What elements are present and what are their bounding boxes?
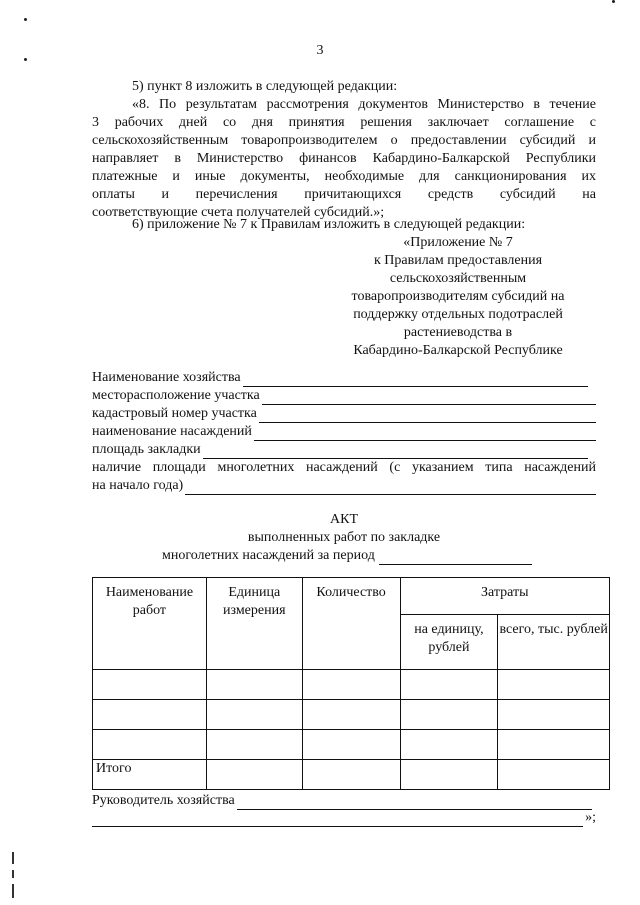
table-cell[interactable] bbox=[93, 730, 207, 760]
perennial-area-blank[interactable] bbox=[185, 481, 596, 495]
farm-name-blank[interactable] bbox=[243, 373, 588, 387]
table-row bbox=[93, 670, 610, 700]
cadastral-number-blank[interactable] bbox=[259, 409, 596, 423]
clause-5-line-5: платежные и иные документы, необходимые для санкционирования их bbox=[92, 169, 596, 184]
clause-5-line-4: направляет в Министерство финансов Кабардино-Балкарской Республики bbox=[92, 151, 596, 166]
appendix-line: сельскохозяйственным bbox=[389, 271, 527, 286]
appendix-line: поддержку отдельных подотраслей bbox=[353, 307, 563, 322]
manager-signature-label: Руководитель хозяйства bbox=[92, 793, 235, 808]
table-cell[interactable] bbox=[302, 700, 400, 730]
table-cell[interactable] bbox=[498, 670, 610, 700]
col-header-unit: Единица измерения bbox=[206, 578, 302, 670]
manager-signature-field bbox=[92, 792, 592, 810]
clause-6-heading: 6) приложение № 7 к Правилам изложить в следующей редакции: bbox=[132, 217, 526, 232]
act-title: АКТ bbox=[330, 512, 358, 527]
act-subtitle-2: многолетних насаждений за период bbox=[162, 548, 375, 563]
table-cell[interactable] bbox=[206, 700, 302, 730]
cadastral-number-label: кадастровый номер участка bbox=[92, 406, 257, 421]
scan-mark bbox=[12, 870, 14, 878]
plot-location-field bbox=[92, 387, 596, 405]
table-cell[interactable] bbox=[400, 700, 498, 730]
clause-5-line-3: сельскохозяйственным товаропроизводителем о предоставлении субсидий и bbox=[92, 133, 596, 148]
appendix-line: к Правилам предоставления bbox=[373, 253, 543, 268]
table-row bbox=[93, 730, 610, 760]
plot-location-blank[interactable] bbox=[262, 391, 596, 405]
clause-5-line-6: оплаты и перечисления причитающихся средств субсидий на bbox=[92, 187, 596, 202]
table-cell[interactable] bbox=[302, 760, 400, 790]
scan-mark bbox=[12, 884, 14, 898]
col-header-work-name: Наименование работ bbox=[93, 578, 207, 670]
cadastral-number-field bbox=[92, 405, 596, 423]
appendix-header bbox=[330, 234, 586, 360]
page-number: 3 bbox=[316, 43, 324, 58]
table-row bbox=[93, 700, 610, 730]
table-cell[interactable] bbox=[302, 670, 400, 700]
scan-mark bbox=[12, 852, 14, 864]
table-cell[interactable] bbox=[400, 760, 498, 790]
table-cell[interactable] bbox=[93, 670, 207, 700]
farm-name-field bbox=[92, 369, 588, 387]
perennial-area-label-line1: наличие площади многолетних насаждений (с указанием типа насаждений bbox=[92, 460, 596, 475]
planting-area-label: площадь закладки bbox=[92, 442, 201, 457]
clause-5-heading: 5) пункт 8 изложить в следующей редакции: bbox=[132, 79, 398, 94]
appendix-line: товаропроизводителям субсидий на bbox=[351, 289, 565, 304]
table-cell[interactable] bbox=[206, 730, 302, 760]
act-period-field bbox=[162, 547, 532, 565]
perennial-area-label-line2: на начало года) bbox=[92, 478, 184, 493]
planting-area-blank[interactable] bbox=[203, 445, 588, 459]
plantings-name-label: наименование насаждений bbox=[92, 424, 252, 439]
table-cell[interactable] bbox=[498, 730, 610, 760]
signature-second-line bbox=[92, 809, 596, 827]
perennial-area-field bbox=[92, 477, 596, 495]
clause-5-line-2: 3 рабочих дней со дня принятия решения заключает соглашение с bbox=[92, 115, 596, 130]
clause-5-text-line bbox=[132, 96, 596, 114]
closing-quote: »; bbox=[585, 810, 596, 825]
plantings-name-field bbox=[92, 423, 596, 441]
table-cell[interactable] bbox=[206, 760, 302, 790]
table-cell[interactable] bbox=[93, 700, 207, 730]
table-cell[interactable] bbox=[400, 670, 498, 700]
table-cell[interactable] bbox=[206, 670, 302, 700]
clause-5-line-1: «8. По результатам рассмотрения документов Министерство в течение bbox=[132, 97, 596, 112]
manager-signature-blank[interactable] bbox=[237, 796, 592, 810]
clause-5-text bbox=[92, 114, 596, 222]
table-cell[interactable] bbox=[498, 760, 610, 790]
clause-5-line-7: соответствующие счета получателей субсидий.»; bbox=[92, 205, 385, 220]
col-header-costs: Затраты bbox=[400, 578, 609, 615]
act-table bbox=[92, 577, 610, 790]
table-cell[interactable] bbox=[400, 730, 498, 760]
appendix-line: Кабардино-Балкарской Республике bbox=[353, 343, 563, 358]
scan-mark bbox=[612, 0, 615, 3]
act-subtitle-1: выполненных работ по закладке bbox=[247, 530, 441, 545]
table-cell[interactable] bbox=[302, 730, 400, 760]
col-header-total: всего, тыс. рублей bbox=[498, 615, 610, 670]
table-total-row bbox=[93, 760, 610, 790]
farm-name-label: Наименование хозяйства bbox=[92, 370, 241, 385]
plot-location-label: месторасположение участка bbox=[92, 388, 260, 403]
col-header-per-unit: на единицу, рублей bbox=[400, 615, 498, 670]
appendix-title: «Приложение № 7 bbox=[403, 235, 513, 250]
signature-second-blank[interactable] bbox=[92, 813, 583, 827]
total-row-label: Итого bbox=[93, 760, 207, 790]
col-header-quantity: Количество bbox=[302, 578, 400, 670]
table-cell[interactable] bbox=[498, 700, 610, 730]
plantings-name-blank[interactable] bbox=[254, 427, 596, 441]
act-period-blank[interactable] bbox=[379, 551, 532, 565]
planting-area-field bbox=[92, 441, 588, 459]
table-header-row bbox=[93, 578, 610, 615]
scan-mark bbox=[24, 18, 27, 21]
appendix-line: растениеводства в bbox=[403, 325, 513, 340]
